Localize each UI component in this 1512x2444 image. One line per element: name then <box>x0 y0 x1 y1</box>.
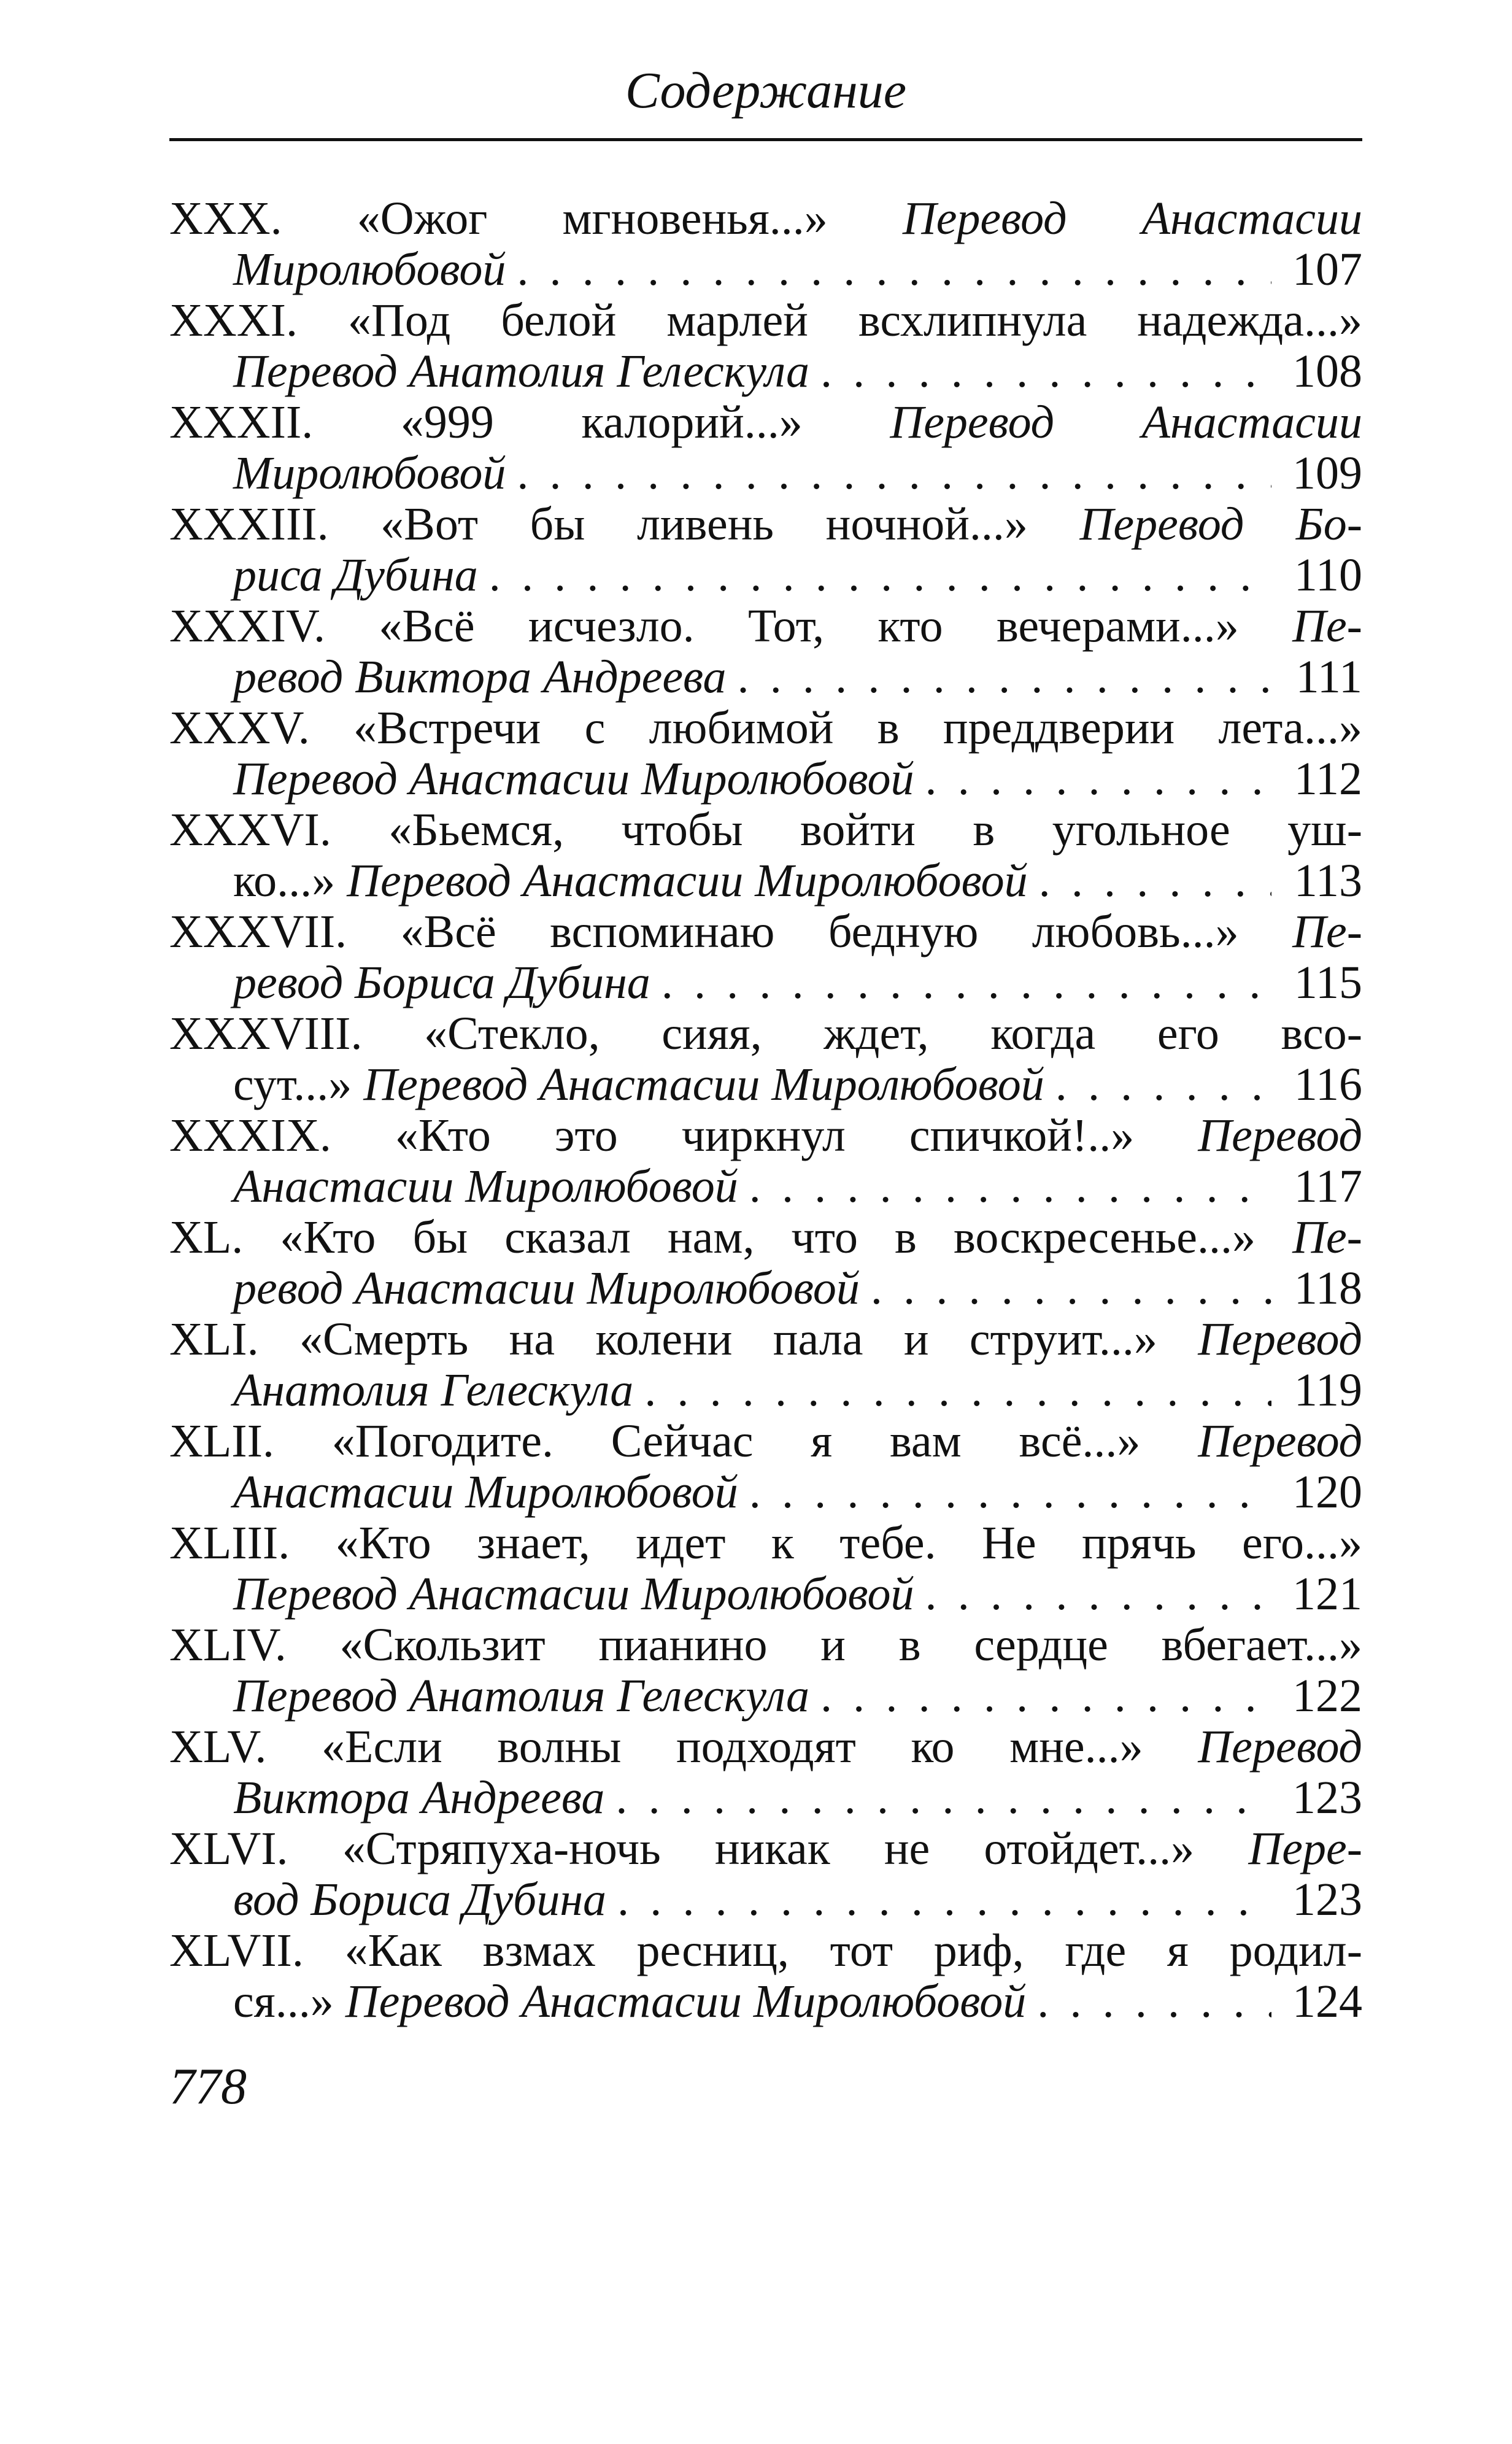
toc-entry <box>169 1110 1362 1212</box>
toc-entry-translator-start: Пе- <box>1292 601 1362 652</box>
toc-entry <box>169 1416 1362 1518</box>
toc-entry-translator-start: Пере- <box>1248 1823 1362 1874</box>
toc-entry-translator: Перевод Анастасии Миролюбовой <box>233 754 914 805</box>
table-of-contents <box>169 193 1362 2027</box>
toc-entry-title: «Вот бы ливень ночной...» <box>380 499 1028 550</box>
toc-entry-first-line <box>169 1008 1362 1059</box>
toc-entry-translator-start: Перевод Анастасии <box>902 193 1362 244</box>
dot-leader <box>738 652 1271 703</box>
toc-entry <box>169 703 1362 805</box>
toc-entry-title: «Как взмах ресниц, тот риф, где я родил- <box>344 1925 1362 1976</box>
page-number: 778 <box>169 2058 247 2115</box>
toc-entry-title: «Если волны подходят ко мне...» <box>322 1722 1143 1773</box>
toc-entry-translator: Перевод Анастасии Миролюбовой <box>363 1059 1044 1110</box>
dot-leader <box>820 346 1271 397</box>
dot-leader <box>749 1467 1271 1518</box>
toc-entry-first-line <box>169 1925 1362 1976</box>
toc-entry <box>169 601 1362 703</box>
toc-entry-number: XL. <box>169 1212 244 1263</box>
toc-entry <box>169 1008 1362 1110</box>
toc-entry <box>169 907 1362 1008</box>
toc-entry <box>169 1722 1362 1823</box>
toc-entry-first-line <box>169 601 1362 652</box>
toc-entry-second-line <box>169 1263 1362 1314</box>
toc-entry-first-line <box>169 1518 1362 1569</box>
toc-entry <box>169 1620 1362 1722</box>
toc-entry-translator: Виктора Андреева <box>233 1773 605 1823</box>
toc-entry-second-line <box>169 856 1362 907</box>
toc-entry-first-line <box>169 397 1362 448</box>
toc-entry-number: XLIV. <box>169 1620 287 1671</box>
toc-entry-title: «Стряпуха-ночь никак не отойдет...» <box>342 1823 1195 1874</box>
toc-entry-translator: Анастасии Миролюбовой <box>233 1467 738 1518</box>
running-header: Содержание <box>625 62 907 119</box>
toc-entry-number: XLVII. <box>169 1925 304 1976</box>
toc-entry-second-line <box>169 346 1362 397</box>
toc-entry-number: XXXIV. <box>169 601 326 652</box>
toc-entry-second-line <box>169 1569 1362 1620</box>
toc-entry-first-line <box>169 1212 1362 1263</box>
toc-entry-translator-start: Пе- <box>1292 907 1362 957</box>
toc-entry <box>169 1314 1362 1416</box>
toc-entry-page: 117 <box>1294 1161 1362 1212</box>
toc-entry-second-line <box>169 1874 1362 1925</box>
toc-entry <box>169 295 1362 397</box>
toc-entry-number: XXXII. <box>169 397 314 448</box>
dot-leader <box>615 1773 1271 1823</box>
toc-entry-number: XLIII. <box>169 1518 290 1569</box>
toc-entry-title: «Встречи с любимой в преддверии лета...» <box>353 703 1362 754</box>
toc-entry-title-end: сут...» <box>233 1059 352 1110</box>
toc-entry-second-line <box>169 1773 1362 1823</box>
toc-entry-page: 121 <box>1292 1569 1362 1620</box>
toc-entry-number: XXXI. <box>169 295 298 346</box>
dot-leader <box>1055 1059 1271 1110</box>
toc-entry-title: «Кто это чиркнул спичкой!..» <box>395 1110 1135 1161</box>
toc-entry-title: «Всё вспоминаю бедную любовь...» <box>400 907 1239 957</box>
toc-entry-title-end: ся...» <box>233 1976 334 2027</box>
toc-entry-title: «Погодите. Сейчас я вам всё...» <box>331 1416 1141 1467</box>
header-rule <box>169 138 1362 141</box>
toc-entry-title: «Кто знает, идет к тебе. Не прячь его...» <box>335 1518 1362 1569</box>
toc-entry-first-line <box>169 295 1362 346</box>
dot-leader <box>820 1671 1271 1722</box>
toc-entry-number: XLII. <box>169 1416 274 1467</box>
toc-entry-title: «Стекло, сияя, ждет, когда его всо- <box>424 1008 1362 1059</box>
toc-entry-second-line <box>169 1365 1362 1416</box>
toc-entry-first-line <box>169 1823 1362 1874</box>
toc-entry-first-line <box>169 1416 1362 1467</box>
toc-entry-first-line <box>169 1110 1362 1161</box>
toc-entry <box>169 1823 1362 1925</box>
toc-entry-page: 119 <box>1294 1365 1362 1416</box>
dot-leader <box>871 1263 1271 1314</box>
toc-entry-number: XXX. <box>169 193 282 244</box>
toc-entry-number: XXXIX. <box>169 1110 331 1161</box>
toc-entry-first-line <box>169 1314 1362 1365</box>
toc-entry-translator: Миролюбовой <box>233 244 506 295</box>
toc-entry-translator: Анатолия Гелескула <box>233 1365 634 1416</box>
toc-entry-second-line <box>169 957 1362 1008</box>
toc-entry-translator: вод Бориса Дубина <box>233 1874 607 1925</box>
toc-entry-translator: Перевод Анатолия Гелескула <box>233 346 809 397</box>
toc-entry <box>169 1212 1362 1314</box>
toc-entry-translator: Перевод Анастасии Миролюбовой <box>347 856 1028 907</box>
dot-leader <box>617 1874 1271 1925</box>
toc-entry-translator-start: Перевод Анастасии <box>890 397 1362 448</box>
toc-entry-first-line <box>169 193 1362 244</box>
toc-entry <box>169 1518 1362 1620</box>
toc-entry-title: «999 калорий...» <box>400 397 803 448</box>
dot-leader <box>925 1569 1271 1620</box>
toc-entry <box>169 193 1362 295</box>
toc-entry-first-line <box>169 1722 1362 1773</box>
toc-entry-page: 122 <box>1292 1671 1362 1722</box>
toc-entry-title-end: ко...» <box>233 856 336 907</box>
toc-entry-second-line <box>169 448 1362 499</box>
dot-leader <box>925 754 1271 805</box>
toc-entry-title: «Кто бы сказал нам, что в воскресенье...» <box>280 1212 1256 1263</box>
dot-leader <box>489 550 1271 601</box>
toc-entry-page: 116 <box>1294 1059 1362 1110</box>
toc-entry-first-line <box>169 499 1362 550</box>
toc-entry-page: 113 <box>1294 856 1362 907</box>
toc-entry-page: 118 <box>1294 1263 1362 1314</box>
toc-entry-number: XLI. <box>169 1314 259 1365</box>
toc-entry-page: 107 <box>1292 244 1362 295</box>
toc-entry <box>169 1925 1362 2027</box>
toc-entry-number: XLVI. <box>169 1823 288 1874</box>
toc-entry-page: 115 <box>1294 957 1362 1008</box>
dot-leader <box>749 1161 1271 1212</box>
toc-entry-number: XXXIII. <box>169 499 329 550</box>
toc-entry <box>169 805 1362 907</box>
toc-entry-second-line <box>169 754 1362 805</box>
toc-entry-page: 108 <box>1292 346 1362 397</box>
toc-entry-page: 110 <box>1294 550 1362 601</box>
toc-entry-translator: ревод Бориса Дубина <box>233 957 650 1008</box>
dot-leader <box>662 957 1271 1008</box>
toc-entry-translator: Перевод Анастасии Миролюбовой <box>233 1569 914 1620</box>
dot-leader <box>517 448 1271 499</box>
toc-entry-number: XXXVI. <box>169 805 331 856</box>
toc-entry-second-line <box>169 1976 1362 2027</box>
toc-entry-title: «Под белой марлей всхлипнула надежда...» <box>347 295 1362 346</box>
toc-entry-first-line <box>169 805 1362 856</box>
toc-entry-title: «Скользит пианино и в сердце вбегает...» <box>339 1620 1362 1671</box>
toc-entry-second-line <box>169 1059 1362 1110</box>
toc-entry-page: 123 <box>1292 1874 1362 1925</box>
toc-entry-translator: Миролюбовой <box>233 448 506 499</box>
toc-entry-translator-start: Перевод <box>1198 1416 1362 1467</box>
toc-entry-number: XXXV. <box>169 703 310 754</box>
toc-entry-second-line <box>169 244 1362 295</box>
toc-entry-page: 112 <box>1294 754 1362 805</box>
toc-entry-page: 120 <box>1292 1467 1362 1518</box>
toc-entry <box>169 499 1362 601</box>
toc-entry <box>169 397 1362 499</box>
dot-leader <box>1037 1976 1271 2027</box>
dot-leader <box>517 244 1271 295</box>
toc-entry-title: «Всё исчезло. Тот, кто вечерами...» <box>379 601 1239 652</box>
toc-entry-second-line <box>169 1671 1362 1722</box>
toc-entry-translator-start: Перевод Бо- <box>1079 499 1362 550</box>
toc-entry-page: 124 <box>1292 1976 1362 2027</box>
dot-leader <box>1039 856 1271 907</box>
toc-entry-page: 123 <box>1292 1773 1362 1823</box>
toc-entry-translator-start: Перевод <box>1198 1722 1362 1773</box>
toc-entry-second-line <box>169 1467 1362 1518</box>
toc-entry-page: 111 <box>1295 652 1362 703</box>
toc-entry-translator: ревод Анастасии Миролюбовой <box>233 1263 860 1314</box>
toc-entry-translator-start: Пе- <box>1292 1212 1362 1263</box>
toc-entry-page: 109 <box>1292 448 1362 499</box>
toc-entry-first-line <box>169 1620 1362 1671</box>
toc-entry-number: XXXVIII. <box>169 1008 363 1059</box>
toc-entry-translator: риса Дубина <box>233 550 478 601</box>
toc-entry-title: «Смерть на колени пала и струит...» <box>299 1314 1157 1365</box>
toc-entry-translator: Перевод Анастасии Миролюбовой <box>345 1976 1027 2027</box>
toc-entry-first-line <box>169 907 1362 957</box>
toc-entry-translator: Анастасии Миролюбовой <box>233 1161 738 1212</box>
dot-leader <box>644 1365 1271 1416</box>
toc-entry-number: XLV. <box>169 1722 267 1773</box>
toc-entry-translator: Перевод Анатолия Гелескула <box>233 1671 809 1722</box>
toc-entry-first-line <box>169 703 1362 754</box>
toc-entry-second-line <box>169 550 1362 601</box>
toc-entry-second-line <box>169 1161 1362 1212</box>
toc-entry-translator: ревод Виктора Андреева <box>233 652 727 703</box>
toc-entry-second-line <box>169 652 1362 703</box>
toc-entry-translator-start: Перевод <box>1198 1110 1362 1161</box>
toc-entry-title: «Ожог мгновенья...» <box>357 193 828 244</box>
toc-entry-title: «Бьемся, чтобы войти в угольное уш- <box>388 805 1362 856</box>
toc-entry-number: XXXVII. <box>169 907 347 957</box>
toc-entry-translator-start: Перевод <box>1198 1314 1362 1365</box>
